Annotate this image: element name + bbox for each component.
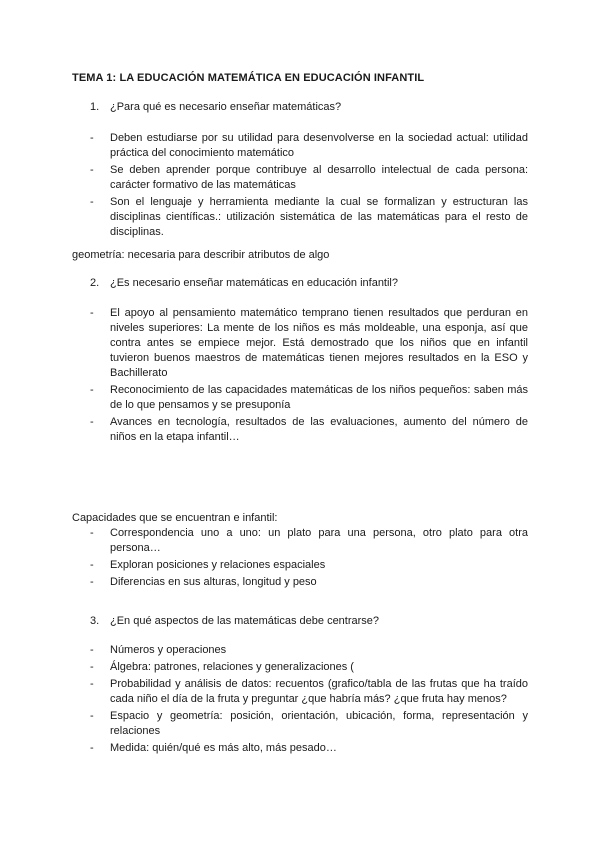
list-item: - Son el lenguaje y herramienta mediante la cual se formalizan y estructuran las disciplinas científicas.: utilización sistemática de las matemáticas para el resto de disciplinas. [90,195,528,240]
capacidades-list [90,526,528,592]
question-2-number: 2. [90,277,100,289]
document-title: TEMA 1: LA EDUCACIÓN MATEMÁTICA EN EDUCACIÓN INFANTIL [72,72,425,84]
capacidades-heading: Capacidades que se encuentran e infantil: [72,512,278,524]
list-item: - Diferencias en sus alturas, longitud y peso [90,575,528,590]
question-3 [90,614,379,629]
list-item: - Números y operaciones [90,643,528,658]
question-1-number: 1. [90,101,100,113]
list-item: - Avances en tecnología, resultados de las evaluaciones, aumento del número de niños en la etapa infantil… [90,415,528,445]
list-item: - Se deben aprender porque contribuye al desarrollo intelectual de cada persona: carácter formativo de las matemáticas [90,163,528,193]
list-item: - Deben estudiarse por su utilidad para desenvolverse en la sociedad actual: utilidad práctica del conocimiento matemático [90,131,528,161]
list-item: - El apoyo al pensamiento matemático temprano tienen resultados que perduran en niveles superiores: La mente de los niños es más moldeable, una esponja, así que contra antes se empiece mejor. Está demostrado que los niños que en infantil tuvieron buenos maestros de matemáticas tienen mejores resultados en la ESO y Bachillerato [90,306,528,381]
question-2 [90,276,398,291]
list-item: - Reconocimiento de las capacidades matemáticas de los niños pequeños: saben más de lo que pensamos y se presuponía [90,383,528,413]
list-item: - Probabilidad y análisis de datos: recuentos (grafico/tabla de las frutas que ha traído cada niño el día de la fruta y preguntar ¿que habría más? ¿que fruta hay menos? [90,677,528,707]
list-item: - Correspondencia uno a uno: un plato para una persona, otro plato para otra persona… [90,526,528,556]
list-item: - Medida: quién/qué es más alto, más pesado… [90,741,528,756]
question-1-text: ¿Para qué es necesario enseñar matemáticas? [110,101,342,113]
question-3-text: ¿En qué aspectos de las matemáticas debe centrarse? [110,615,380,627]
question-3-number: 3. [90,615,100,627]
list-item: - Álgebra: patrones, relaciones y generalizaciones ( [90,660,528,675]
note-geometria: geometría: necesaria para describir atributos de algo [72,249,330,261]
question-2-list [90,306,528,447]
list-item: - Exploran posiciones y relaciones espaciales [90,558,528,573]
question-3-list [90,643,528,758]
question-2-text: ¿Es necesario enseñar matemáticas en educación infantil? [110,277,398,289]
list-item: - Espacio y geometría: posición, orientación, ubicación, forma, representación y relaciones [90,709,528,739]
question-1 [90,100,341,115]
question-1-list [90,131,528,242]
